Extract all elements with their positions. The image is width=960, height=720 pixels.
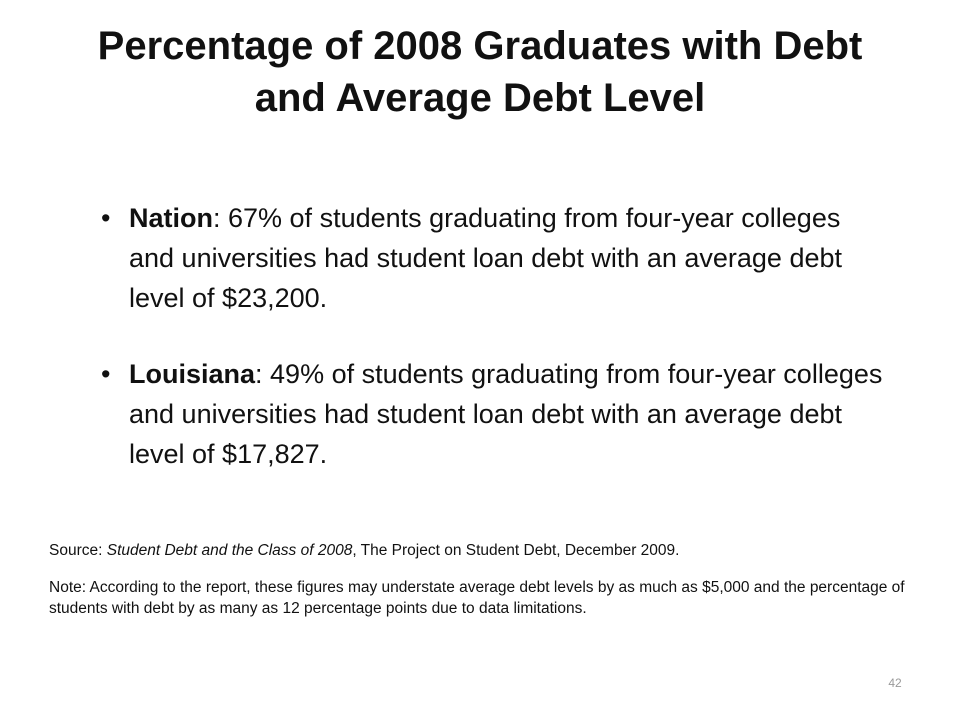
slide-title — [0, 20, 960, 124]
bullet-list — [96, 198, 886, 510]
bullet-text-nation: : 67% of students graduating from four-year colleges and universities had student loan debt with an average debt level of $23,200. — [129, 203, 842, 313]
slide-title-line-1: Percentage of 2008 Graduates with Debt — [97, 24, 863, 68]
bullet-label-louisiana: Louisiana — [129, 359, 256, 389]
source-suffix: , The Project on Student Debt, December 2009. — [352, 542, 680, 559]
bullet-label-nation: Nation — [129, 203, 213, 233]
note-text: Note: According to the report, these figures may understate average debt levels by as much as $5,000 and the percentage of students with debt by as many as 12 percentage points due to data limitations. — [49, 579, 905, 617]
footnotes — [49, 540, 909, 619]
bullet-text-louisiana: : 49% of students graduating from four-year colleges and universities had student loan debt with an average debt level of $17,827. — [129, 359, 883, 469]
bullet-item-louisiana — [96, 354, 886, 474]
page-number: 42 — [888, 676, 902, 690]
bullet-item-nation — [96, 198, 886, 318]
bullet-marker: • — [101, 359, 111, 389]
bullet-marker: • — [101, 203, 111, 233]
slide-title-line-2: and Average Debt Level — [254, 76, 706, 120]
source-prefix: Source: — [49, 542, 107, 559]
source-citation — [49, 540, 909, 561]
source-title: Student Debt and the Class of 2008 — [106, 542, 353, 559]
